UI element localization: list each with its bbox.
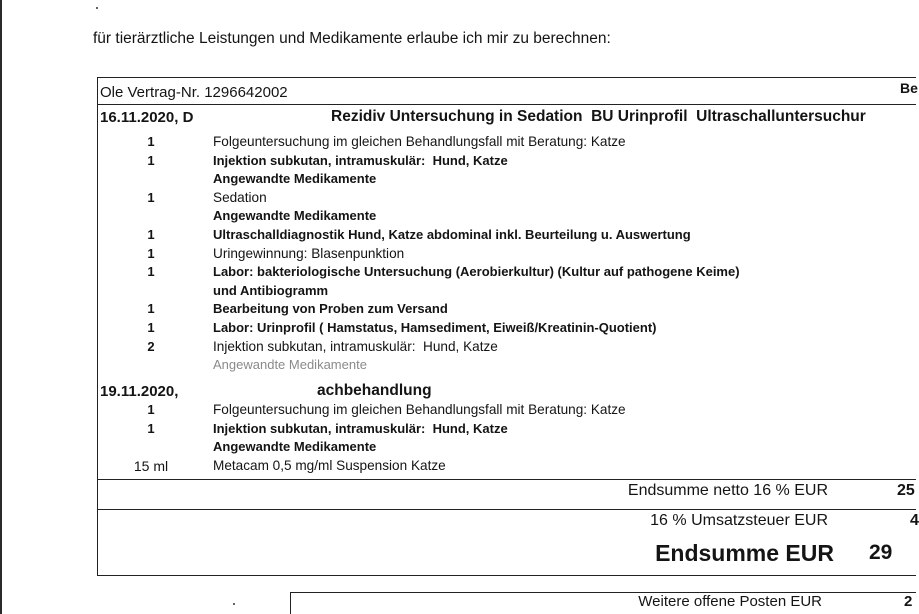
visit-title: Rezidiv Untersuchung in Sedation BU Urinprofil Ultraschalluntersuchur [331,108,866,125]
vat-value: 4 [910,512,919,529]
net-total-value: 25 [897,482,915,499]
line-item [98,282,916,301]
grand-total-value: 29 [869,541,893,564]
item-quantity: 1 [147,264,155,280]
line-item [98,300,916,319]
item-quantity: 1 [147,189,155,205]
outstanding-box [290,592,916,614]
item-description: Injektion subkutan, intramuskulär: Hund, Katze [213,338,498,354]
line-item [98,438,916,457]
item-description: Angewandte Medikamente [213,171,377,187]
item-description: Folgeuntersuchung im gleichen Behandlungsfall mit Beratung: Katze [213,402,626,417]
line-item [98,133,916,152]
item-quantity: 15 ml [133,457,169,474]
line-item [98,401,916,420]
vat-label: 16 % Umsatzsteuer EUR [650,512,828,529]
visit-date: 19.11.2020, [100,383,179,400]
line-item [98,189,916,208]
visit-title: achbehandlung [317,382,432,399]
item-description: Angewandte Medikamente [213,208,377,224]
item-description: Sedation [213,189,267,205]
line-item [98,152,916,171]
item-quantity: 1 [147,402,155,417]
item-description: Labor: Urinprofil ( Hamstatus, Hamsediment, Eiweiß/Kreatinin-Quotient) [213,319,657,335]
item-description: Injektion subkutan, intramuskulär: Hund, Katze [213,420,508,436]
item-description: Ultraschalldiagnostik Hund, Katze abdominal inkl. Beurteilung u. Auswertung [213,226,691,242]
item-quantity: 1 [147,134,155,149]
outstanding-label: Weitere offene Posten EUR [638,593,822,610]
line-item [98,338,916,357]
visit-items [98,401,916,475]
scan-speck [96,7,98,9]
intro-text: für tierärztliche Leistungen und Medikamente erlaube ich mir zu berechnen: [93,30,611,47]
scan-speck [233,603,235,605]
outstanding-value: 2 [904,593,913,610]
visit-items [98,133,916,375]
item-description: Labor: bakteriologische Untersuchung (Aerobierkultur) (Kultur auf pathogene Keime) [213,264,740,280]
item-quantity: 2 [147,338,155,354]
contract-number: Ole Vertrag-Nr. 1296642002 [100,84,288,101]
net-total-label: Endsumme netto 16 % EUR [627,482,828,499]
item-quantity: 1 [147,420,155,436]
item-quantity: 1 [147,319,155,335]
header-divider [98,104,916,105]
line-item [98,356,916,375]
line-item [98,263,916,282]
item-description: Injektion subkutan, intramuskulär: Hund, Katze [213,152,508,168]
line-item [98,170,916,189]
totals-divider [98,479,916,480]
item-quantity: 1 [147,226,155,242]
item-quantity: 1 [147,301,155,317]
invoice-box [97,77,919,576]
line-item [98,319,916,338]
header-right-fragment: Be [900,80,918,96]
item-quantity: 1 [147,245,155,261]
line-item [98,207,916,226]
line-item [98,226,916,245]
item-description: Bearbeitung von Proben zum Versand [213,301,448,317]
item-description: Angewandte Medikamente [213,439,377,455]
item-description: Metacam 0,5 mg/ml Suspension Katze [213,457,446,473]
visit-date: 16.11.2020, D [100,109,194,126]
item-quantity: 1 [147,152,155,168]
item-description: Folgeuntersuchung im gleichen Behandlungsfall mit Beratung: Katze [213,134,626,149]
item-description: Angewandte Medikamente [213,357,367,373]
line-item [98,245,916,264]
scan-edge [0,0,2,614]
line-item [98,457,916,476]
net-total-divider [98,509,916,510]
line-item [98,420,916,439]
grand-total-label: Endsumme EUR [655,540,834,566]
item-description: Uringewinnung: Blasenpunktion [213,245,405,261]
item-description: und Antibiogramm [213,282,329,298]
